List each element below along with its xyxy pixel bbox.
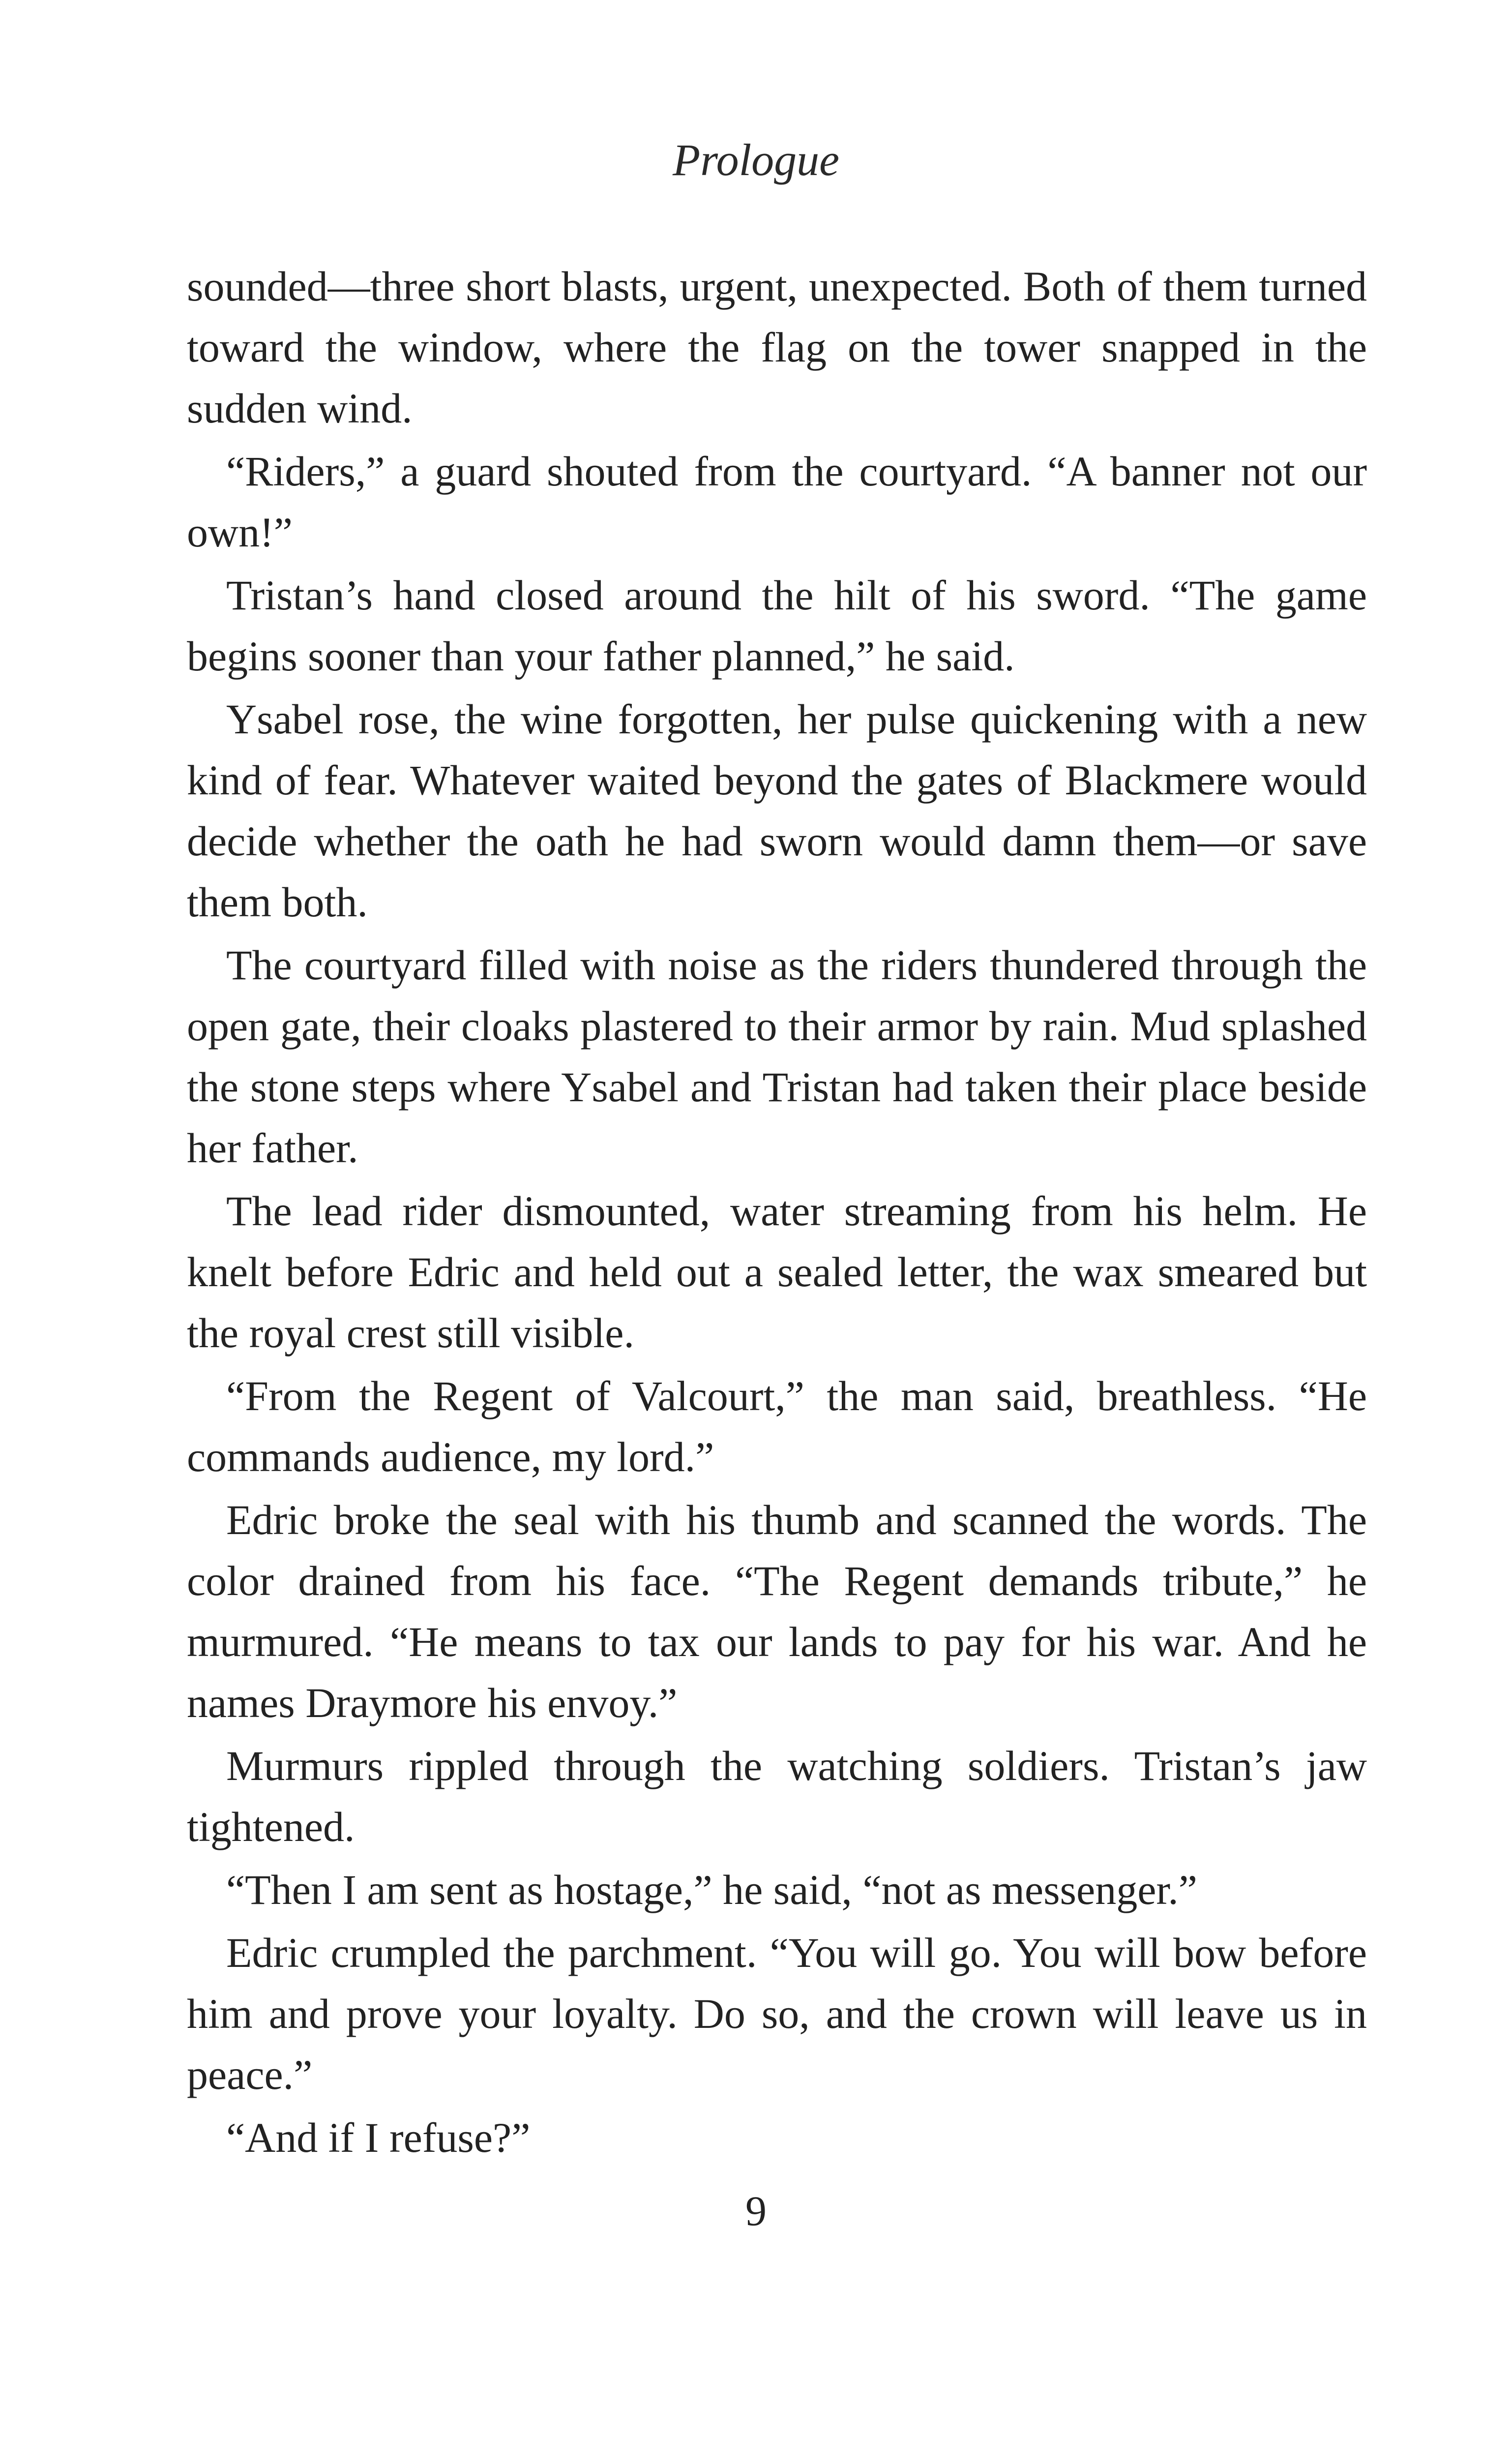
paragraph: “Then I am sent as hostage,” he said, “not as messenger.”: [226, 1866, 1197, 1913]
paragraph: Edric crumpled the parchment. “You will go. You will bow before him and prove your loyalty. Do so, and the crown will leave us in peace.”: [187, 1929, 1367, 2098]
paragraph: The lead rider dismounted, water streaming from his helm. He knelt before Edric and held out a sealed letter, the wax smeared but the royal crest still visible.: [187, 1187, 1367, 1357]
paragraph: Murmurs rippled through the watching soldiers. Tristan’s jaw tightened.: [187, 1742, 1367, 1850]
paragraph: sounded—three short blasts, urgent, unexpected. Both of them turned toward the window, where the flag on the tower snapped in the sudden wind.: [187, 263, 1367, 432]
paragraph: “And if I refuse?”: [226, 2114, 531, 2161]
running-head: Prologue: [673, 135, 839, 185]
paragraph: The courtyard filled with noise as the riders thundered through the open gate, their cloaks plastered to their armor by rain. Mud splashed the stone steps where Ysabel and Tristan had taken their place beside her father.: [187, 941, 1367, 1172]
paragraph: “Riders,” a guard shouted from the courtyard. “A banner not our own!”: [187, 448, 1367, 556]
paragraph: Ysabel rose, the wine forgotten, her pulse quickening with a new kind of fear. Whatever waited beyond the gates of Blackmere would decide whether the oath he had sworn would damn them—or save them both.: [187, 695, 1367, 926]
paragraph: Edric broke the seal with his thumb and scanned the words. The color drained from his face. “The Regent demands tribute,” he murmured. “He means to tax our lands to pay for his war. And he names Draymore his envoy.”: [187, 1496, 1367, 1726]
body-text: [187, 256, 1367, 2170]
paragraph: Tristan’s hand closed around the hilt of his sword. “The game begins sooner than your father planned,” he said.: [187, 572, 1367, 680]
page-number: 9: [745, 2187, 767, 2234]
paragraph: “From the Regent of Valcourt,” the man said, breathless. “He commands audience, my lord.”: [187, 1372, 1367, 1480]
